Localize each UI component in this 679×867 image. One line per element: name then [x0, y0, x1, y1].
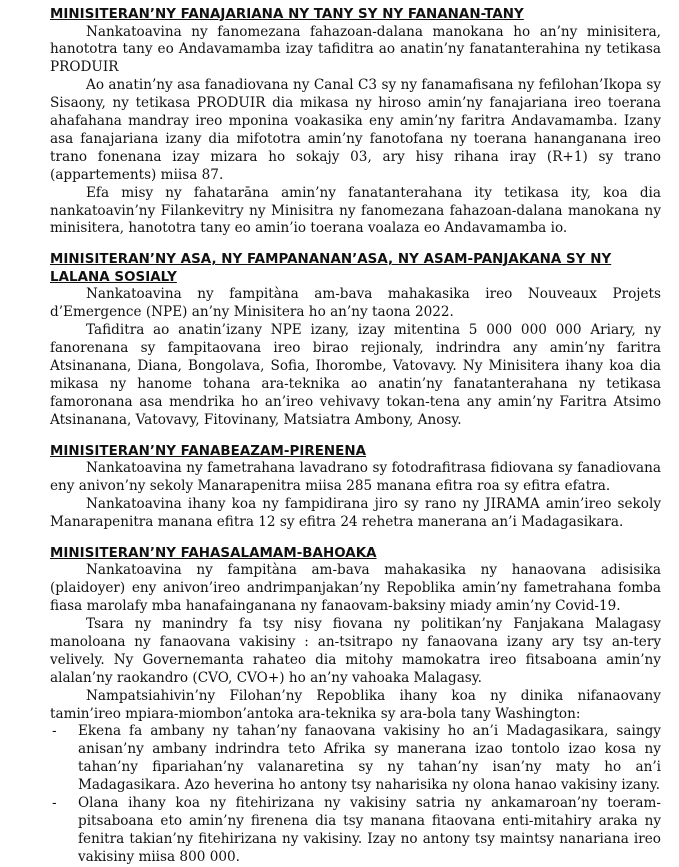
paragraph: Nankatoavina ihany koa ny fampidirana jiro sy rano ny JIRAMA amin’ireo sekoly Manarapenitra manana efitra 12 sy efitra 24 rehetra manerana an’i Madagasikara.	[50, 495, 661, 530]
section-heading: MINISITERAN’NY FANABEAZAM-PIRENENA	[50, 443, 367, 459]
section-heading: MINISITERAN’NY ASA, NY FAMPANANAN’ASA, NY ASAM-PANJAKANA SY NY LALANA SOSIALY	[50, 252, 612, 285]
paragraph: Tafiditra ao anatin’izany NPE izany, izay mitentina 5 000 000 000 Ariary, ny fanorenana sy fampitaovana ireo birao rejionaly, indrindra any amin’ny faritra Atsinanana, Diana, Bongolava, Sofia, Ihorombe, Vatovavy. Ny Minisitera ihany koa dia mikasa ny hanome tohana ara-teknika ao anatin’ny fanatanterahana ny tetikasa famoronana asa mendrika ho an’ireo vehivavy tokan-tena any amin’ny Faritra Atsimo Atsinanana, Vatovavy, Fitovinany, Matsiatra Ambony, Anosy.	[50, 322, 661, 428]
bullet-item	[50, 723, 661, 795]
section-health	[50, 545, 661, 867]
bullet-dash-icon: -	[52, 795, 57, 812]
bullet-item	[50, 795, 661, 867]
section-labor	[50, 251, 661, 429]
paragraph: Efa misy ny fahatarāna amin’ny fanatanterahana ity tetikasa ity, koa dia nankatoavin’ny Filankevitry ny Minisitra ny fanomezana fahazoan-dalana manokana ny minisitera, hanototra tany eo amin’io toerana voalaza eo Andavamamba io.	[50, 184, 661, 237]
paragraph: Tsara ny manindry fa tsy nisy fiovana ny politikan’ny Fanjakana Malagasy manoloana ny fanaovana vakisiny : an-tsitrapo ny fanaovana izany ary tsy an-tery velively. Ny Governemanta rahateo dia mitohy mamokatra ireo fitsaboana amin’ny alalan’ny raokandro (CVO, CVO+) ho an’ny vahoaka Malagasy.	[50, 615, 661, 686]
bullet-list	[50, 723, 661, 866]
bullet-text: Olana ihany koa ny fitehirizana ny vakisiny satria ny ankamaroan’ny toeram-pitsaboana eto amin’ny firenena dia tsy manana fitaovana enti-mitahiry araka ny fenitra takian’ny fitehirizana ny vakisiny. Izay no antony tsy maintsy nanariana ireo vakisiny miisa 800 000.	[78, 795, 661, 865]
paragraph: Nankatoavina ny fametrahana lavadrano sy fotodrafitrasa fidiovana sy fanadiovana eny anivon’ny sekoly Manarapenitra miisa 285 manana efitra roa sy efitra efatra.	[50, 460, 661, 495]
paragraph: Nampatsiahivin’ny Filohan’ny Repoblika ihany koa ny dinika nifanaovany tamin’ireo mpiara-miombon’antoka ara-teknika sy ara-bola tany Washington:	[50, 687, 661, 722]
paragraph: Ao anatin’ny asa fanadiovana ny Canal C3 sy ny fanamafisana ny fefilohan’Ikopa sy Sisaony, ny tetikasa PRODUIR dia mikasa ny hiroso amin’ny fanajariana ireo toerana ahafahana mandray ireo mponina voakasika eny amin’ny faritra Andavamamba. Izany asa fanajariana izany dia mifototra amin’ny fanotofana ny toerana hananganana ireo trano fonenana izay mizara ho sokajy 03, ary hisy rihana iray (R+1) sy trano (appartements) miisa 87.	[50, 77, 661, 183]
section-education	[50, 443, 661, 532]
section-heading: MINISITERAN’NY FAHASALAMAM-BAHOAKA	[50, 545, 377, 561]
bullet-text: Ekena fa ambany ny tahan’ny fanaovana vakisiny ho an’i Madagasikara, saingy anisan’ny ambany indrindra teto Afrika sy manerana izao tontolo izao kosa ny tahan’ny fipariahan’ny valanaretina sy ny tahan’ny isan’ny maty ho an’i Madagasikara. Azo heverina ho antony tsy naharisika ny olona hanao vakisiny izany.	[78, 723, 661, 794]
bullet-dash-icon: -	[52, 723, 57, 740]
paragraph: Nankatoavina ny fampitàna am-bava mahakasika ny hanaovana adisisika (plaidoyer) eny anivon’ireo andrimpanjakan’ny Repoblika amin’ny fametrahana fomba fiasa marolafy mba hanafainganana ny fanaovam-baksiny miady amin’ny Covid-19.	[50, 562, 661, 615]
paragraph: Nankatoavina ny fanomezana fahazoan-dalana manokana ho an’ny minisitera, hanototra tany eo Andavamamba izay tafiditra ao anatin’ny fanatanterahina ny tetikasa PRODUIR	[50, 23, 661, 76]
section-land	[50, 6, 661, 238]
paragraph: Nankatoavina ny fampitàna am-bava mahakasika ireo Nouveaux Projets d’Emergence (NPE) an’ny Minisitera ho an’ny taona 2022.	[50, 286, 661, 321]
section-heading: MINISITERAN’NY FANAJARIANA NY TANY SY NY FANANAN-TANY	[50, 7, 524, 22]
